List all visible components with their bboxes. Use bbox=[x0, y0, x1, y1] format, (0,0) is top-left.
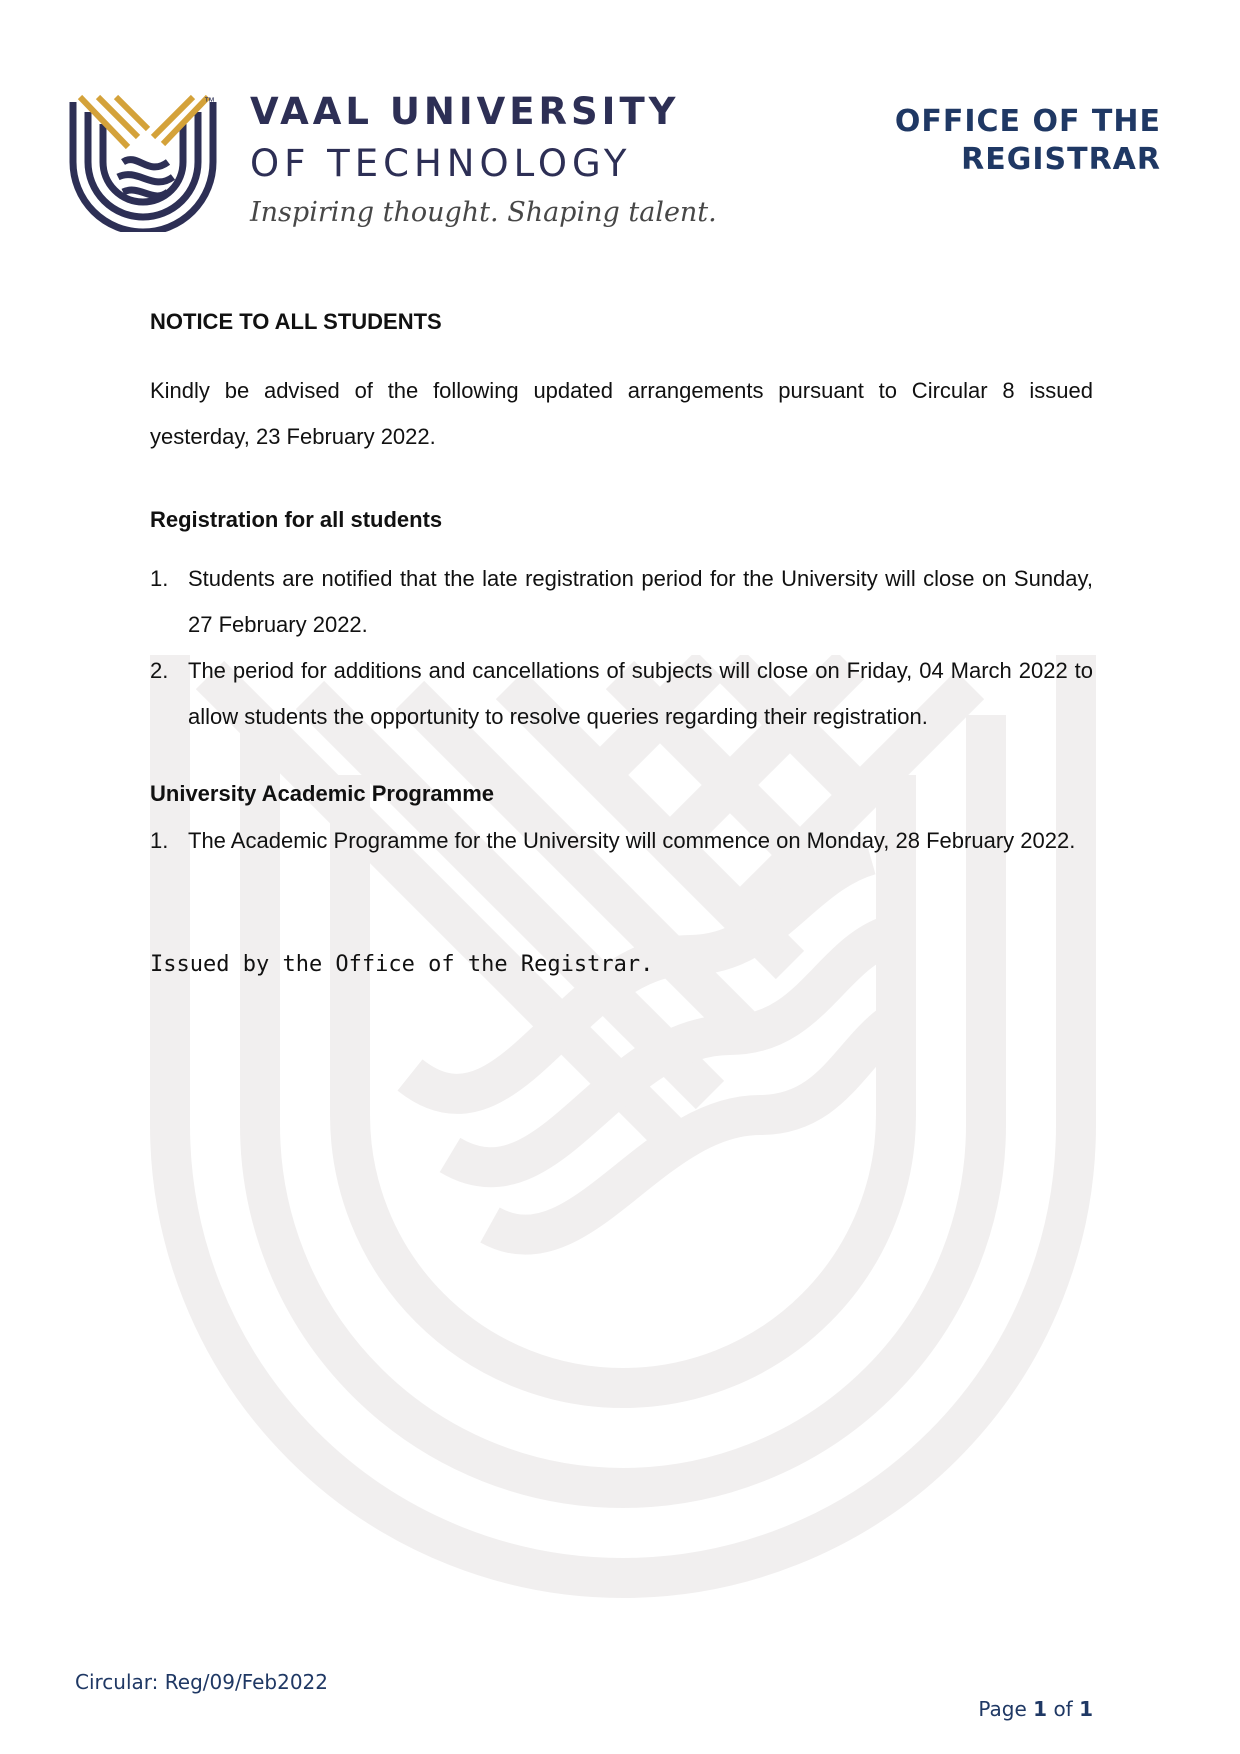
page-current: 1 bbox=[1033, 1697, 1048, 1721]
brand-name: VAAL UNIVERSITY bbox=[250, 90, 680, 133]
list-number: 1. bbox=[150, 566, 169, 591]
list-item bbox=[150, 556, 1093, 648]
page-of: of bbox=[1053, 1697, 1073, 1721]
office-title-line2: REGISTRAR bbox=[961, 142, 1161, 177]
office-title-line1: OFFICE OF THE bbox=[894, 104, 1161, 139]
academic-heading: University Academic Programme bbox=[150, 781, 494, 806]
list-number: 2. bbox=[150, 658, 169, 683]
list-item-text: The period for additions and cancellations of subjects will close on Friday, 04 March 2022 to allow students the opportunity to resolve queries regarding their registration. bbox=[188, 658, 1093, 729]
page-number bbox=[978, 1697, 1093, 1721]
registration-list bbox=[150, 556, 1093, 740]
brand-tagline: Inspiring thought. Shaping talent. bbox=[250, 197, 717, 228]
page-word: Page bbox=[978, 1697, 1027, 1721]
vut-shield-logo-icon bbox=[68, 92, 218, 232]
notice-intro: Kindly be advised of the following updated arrangements pursuant to Circular 8 issued yesterday, 23 February 2022. bbox=[150, 378, 1093, 449]
list-item bbox=[150, 818, 1093, 864]
registration-heading: Registration for all students bbox=[150, 507, 443, 532]
brand-block bbox=[250, 88, 717, 232]
circular-label: Circular: bbox=[75, 1670, 159, 1694]
brand-subtitle: OF TECHNOLOGY bbox=[250, 142, 632, 185]
notice-body bbox=[150, 306, 1093, 981]
list-number: 1. bbox=[150, 828, 169, 853]
list-item-text: The Academic Programme for the University will commence on Monday, 28 February 2022. bbox=[188, 828, 1076, 853]
office-title bbox=[895, 103, 1161, 179]
issued-by: Issued by the Office of the Registrar. bbox=[150, 952, 654, 977]
academic-list bbox=[150, 818, 1093, 864]
circular-reference bbox=[75, 1670, 328, 1694]
page-total: 1 bbox=[1079, 1697, 1093, 1721]
list-item-text: Students are notified that the late registration period for the University will close on Sunday, 27 February 2022. bbox=[188, 566, 1093, 637]
trademark-symbol: ™ bbox=[204, 96, 215, 108]
circular-ref: Reg/09/Feb2022 bbox=[164, 1670, 328, 1694]
notice-title: NOTICE TO ALL STUDENTS bbox=[150, 309, 442, 334]
list-item bbox=[150, 648, 1093, 740]
